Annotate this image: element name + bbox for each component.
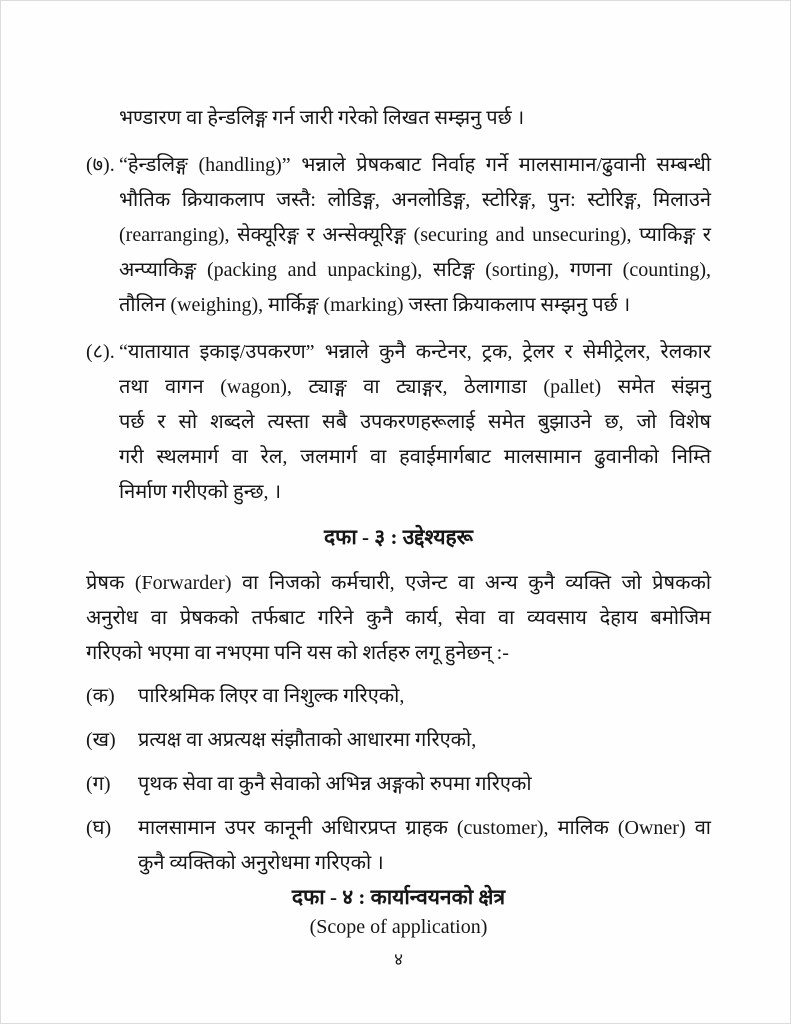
clause-8	[86, 335, 711, 510]
clause-7-line-2: भौतिक क्रियाकलाप जस्तै: लोडिङ्ग, अनलोडिङ्ग, स्टोरिङ्ग, पुन: स्टोरिङ्ग, मिलाउने	[119, 189, 711, 211]
clause-8-line-1: “यातायात इकाइ/उपकरण” भन्नाले कुनै कन्टेनर, ट्रक, ट्रेलर र सेमीट्रेलर, रेलकार	[119, 341, 711, 363]
list-item-kha-label: (ख)	[86, 729, 116, 751]
clause-7-line-1: “हेन्डलिङ्ग (handling)” भन्नाले प्रेषकबाट निर्वाह गर्ने मालसामान/ढुवानी सम्बन्धी	[119, 154, 711, 176]
section-3-heading: दफा - ३ : उद्देश्यहरू	[324, 525, 473, 549]
list-item-ka-text: पारिश्रमिक लिएर वा निशुल्क गरिएको,	[138, 685, 405, 707]
clause-7-number: (७).	[86, 154, 115, 176]
clause-7-line-4: अन्प्याकिङ्ग (packing and unpacking), सटिङ्ग (sorting), गणना (counting),	[119, 259, 711, 281]
section-4-subheading: (Scope of application)	[309, 916, 488, 938]
list-item-ga	[86, 767, 711, 802]
clause-7	[86, 148, 711, 323]
list-item-gha-line-2: कुनै व्यक्तिको अनुरोधमा गरिएको ।	[138, 852, 384, 874]
clause-8-line-2: तथा वागन (wagon), ट्याङ्ग वा ट्याङ्गर, ठेलागाडा (pallet) समेत संझनु	[119, 376, 711, 398]
objectives-line-1: प्रेषक (Forwarder) वा निजको कर्मचारी, एजेन्ट वा अन्य कुनै व्यक्ति जो प्रेषकको	[86, 572, 711, 594]
section-4-heading: दफा - ४ : कार्यान्वयनको क्षेत्र	[291, 885, 506, 909]
list-item-ga-text: पृथक सेवा वा कुनै सेवाको अभिन्न अङ्गको रुपमा गरिएको	[138, 773, 532, 795]
list-item-ka-label: (क)	[86, 685, 115, 707]
clause-8-line-4: गरी स्थलमार्ग वा रेल, जलमार्ग वा हवाईमार्गबाट मालसामान ढुवानीको निम्ति	[119, 446, 711, 468]
list-item-gha-label: (घ)	[86, 817, 112, 839]
intro-continuation-line: भण्डारण वा हेन्डलिङ्ग गर्न जारी गरेको लिखत सम्झनु पर्छ ।	[119, 107, 525, 129]
clause-7-line-3: (rearranging), सेक्यूरिङ्ग र अन्सेक्यूरिङ्ग (securing and unsecuring), प्याकिङ्ग र	[119, 224, 711, 246]
list-item-kha	[86, 723, 711, 758]
clause-7-line-5: तौलिन (weighing), मार्किङ्ग (marking) जस्ता क्रियाकलाप सम्झनु पर्छ ।	[119, 294, 631, 316]
document-content	[86, 101, 711, 972]
clause-8-line-3: पर्छ र सो शब्दले त्यस्ता सबै उपकरणहरूलाई समेत बुझाउने छ, जो विशेष	[119, 411, 711, 433]
clause-8-line-5: निर्माण गरीएको हुन्छ, ।	[119, 481, 282, 503]
clause-8-number: (८).	[86, 341, 115, 363]
list-item-gha	[86, 811, 711, 881]
objectives-paragraph	[86, 566, 711, 671]
list-item-ga-label: (ग)	[86, 773, 111, 795]
list-item-ka	[86, 679, 711, 714]
list-item-gha-line-1: मालसामान उपर कानूनी अधिारप्रप्त ग्राहक (customer), मालिक (Owner) वा	[138, 817, 711, 839]
objectives-line-3: गरिएको भएमा वा नभएमा पनि यस को शर्तहरु लगू हुनेछन् :-	[86, 642, 509, 664]
list-item-kha-text: प्रत्यक्ष वा अप्रत्यक्ष संझौताको आधारमा गरिएको,	[138, 729, 477, 751]
objectives-line-2: अनुरोध वा प्रेषकको तर्फबाट गरिने कुनै कार्य, सेवा वा व्यवसाय देहाय बमोजिम	[86, 607, 711, 629]
page-number: ४	[394, 950, 403, 969]
